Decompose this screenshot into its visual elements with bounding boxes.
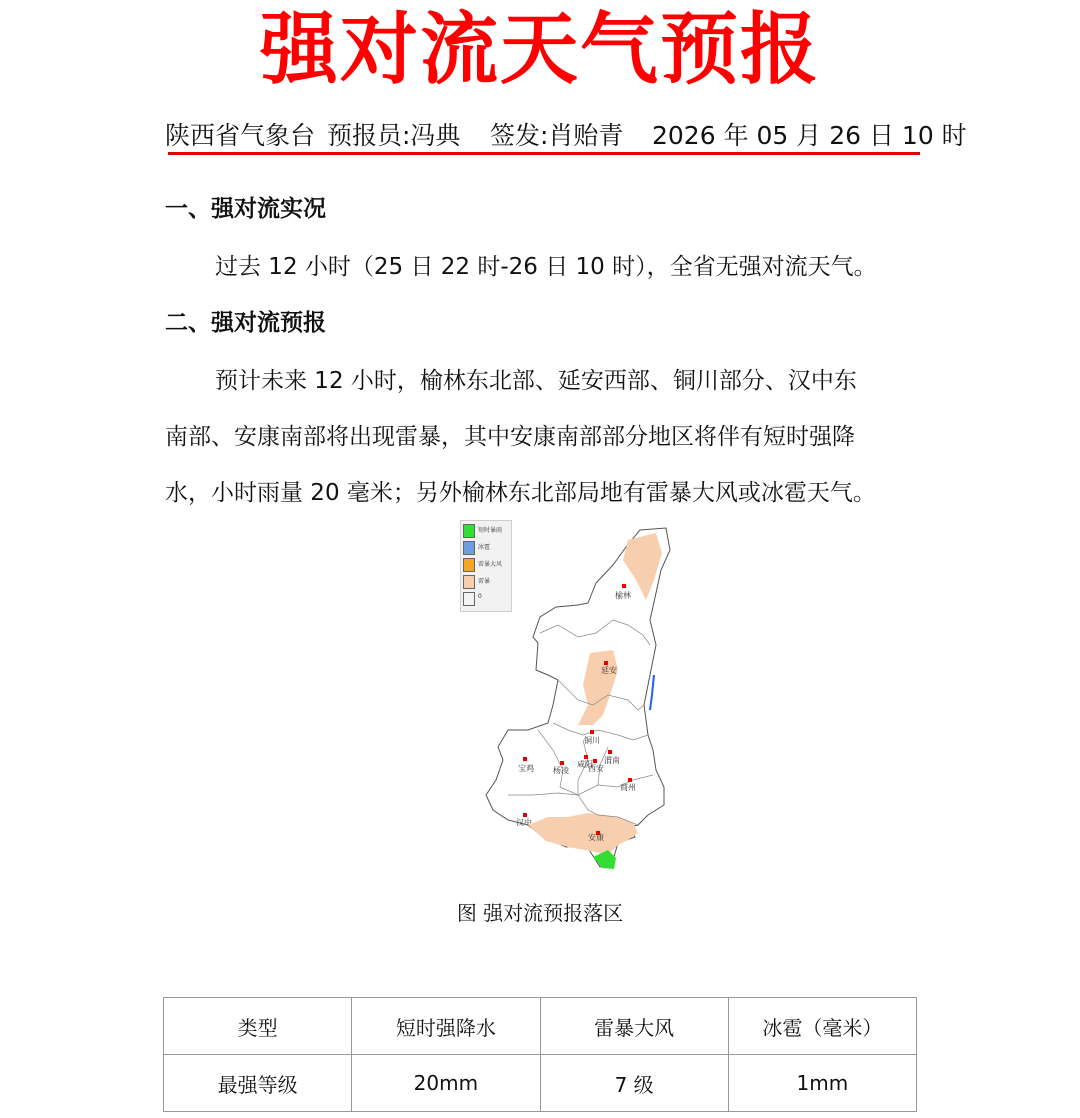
- table-header-row: [164, 998, 917, 1055]
- marker-hanzhong: [523, 813, 527, 817]
- legend-swatch: [463, 524, 475, 538]
- city-label-yangling: 杨凌: [553, 766, 569, 775]
- forecast-line-1: 预计未来 12 小时，榆林东北部、延安西部、铜川部分、汉中东: [215, 368, 857, 394]
- city-label-yanan: 延安: [601, 666, 617, 675]
- table-header-cell: 雷暴大风: [540, 998, 728, 1055]
- river-line: [650, 675, 654, 710]
- signer-name: 签发:肖贻青: [490, 121, 624, 150]
- legend-swatch: [463, 558, 475, 572]
- city-label-ankang: 安康: [588, 833, 604, 842]
- marker-yangling: [560, 761, 564, 765]
- forecaster-name: 预报员:冯典: [327, 121, 461, 150]
- table-cell: 1mm: [728, 1055, 916, 1112]
- summary-table: [163, 997, 917, 1112]
- marker-yulin: [622, 584, 626, 588]
- table-header-cell: 冰雹（毫米）: [728, 998, 916, 1055]
- table-header-cell: 类型: [164, 998, 352, 1055]
- marker-yanan: [604, 661, 608, 665]
- thunder-area-south: [528, 813, 638, 855]
- city-label-tongchuan: 铜川: [584, 736, 600, 745]
- legend-label: 0: [478, 593, 482, 600]
- legend-label: 冰雹: [478, 544, 491, 551]
- table-cell: 7 级: [540, 1055, 728, 1112]
- document-title: 强对流天气预报: [259, 5, 820, 95]
- city-label-weinan: 渭南: [604, 756, 620, 765]
- legend-swatch: [463, 592, 475, 606]
- figure-caption: 图 强对流预报落区: [456, 901, 624, 925]
- marker-weinan: [608, 750, 612, 754]
- header-divider: [168, 152, 920, 155]
- section-heading-forecast: 二、强对流预报: [165, 310, 326, 336]
- city-label-hanzhong: 汉中: [516, 818, 532, 827]
- issuer-info: [165, 118, 967, 154]
- table-cell: 20mm: [352, 1055, 540, 1112]
- marker-xian: [593, 759, 597, 763]
- city-label-xian: 西安: [588, 764, 604, 773]
- table-row: [164, 1055, 917, 1112]
- legend-label: 雷暴: [478, 578, 491, 585]
- marker-baoji: [523, 757, 527, 761]
- city-label-baoji: 宝鸡: [518, 764, 534, 773]
- legend-label: 雷暴大风: [478, 561, 503, 568]
- legend-swatch: [463, 575, 475, 589]
- legend-label: 短时暴雨: [478, 527, 503, 534]
- table-header-cell: 短时强降水: [352, 998, 540, 1055]
- observed-text: 过去 12 小时（25 日 22 时-26 日 10 时），全省无强对流天气。: [215, 254, 877, 280]
- section-heading-observed: 一、强对流实况: [165, 196, 326, 222]
- forecast-line-2: 南部、安康南部将出现雷暴，其中安康南部部分地区将伴有短时强降: [165, 424, 855, 450]
- agency-name: 陕西省气象台: [165, 121, 316, 150]
- city-label-shangzhou: 商州: [620, 783, 636, 792]
- city-label-xianyang: 咸阳: [577, 760, 593, 769]
- issue-datetime: 2026 年 05 月 26 日 10 时: [652, 121, 967, 150]
- forecast-line-3: 水，小时雨量 20 毫米；另外榆林东北部局地有雷暴大风或冰雹天气。: [165, 480, 876, 506]
- marker-tongchuan: [590, 730, 594, 734]
- shaanxi-forecast-map: [478, 525, 678, 875]
- table-cell: 最强等级: [164, 1055, 352, 1112]
- marker-shangzhou: [628, 778, 632, 782]
- marker-xianyang: [584, 755, 588, 759]
- city-label-yulin: 榆林: [615, 591, 631, 600]
- legend-swatch: [463, 541, 475, 555]
